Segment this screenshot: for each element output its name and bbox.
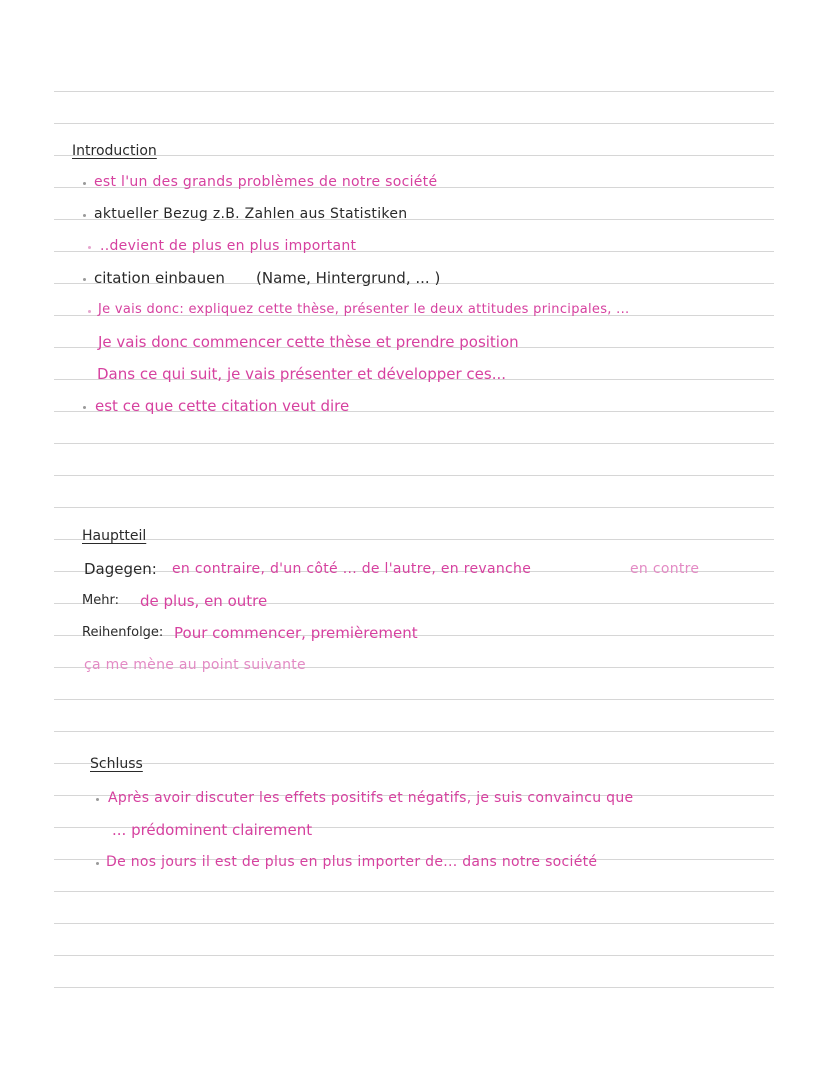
rule-line — [54, 923, 774, 924]
bullet — [88, 310, 91, 313]
dagegen-text: en contraire, d'un côté ... de l'autre, en revanche — [172, 561, 532, 577]
rule-line — [54, 443, 774, 444]
bullet — [83, 182, 86, 185]
bullet — [88, 246, 91, 249]
rule-line — [54, 91, 774, 92]
rule-line — [54, 123, 774, 124]
intro-line-7: Dans ce qui suit, je vais présenter et développer ces... — [97, 365, 506, 383]
intro-line-2: aktueller Bezug z.B. Zahlen aus Statistiken — [94, 206, 408, 222]
rule-line — [54, 955, 774, 956]
intro-line-1: est l'un des grands problèmes de notre société — [94, 174, 438, 190]
mehr-text: de plus, en outre — [140, 592, 268, 610]
intro-line-3: ..devient de plus en plus important — [100, 238, 357, 254]
extra-line: ça me mène au point suivante — [84, 657, 306, 673]
schluss-line-1: Après avoir discuter les effets positifs et négatifs, je suis convaincu que — [108, 790, 634, 806]
schluss-line-3: De nos jours il est de plus en plus importer de... dans notre société — [106, 854, 598, 870]
reihenfolge-text: Pour commencer, premièrement — [174, 624, 418, 642]
intro-line-4-note: (Name, Hintergrund, ... ) — [256, 269, 441, 287]
rule-line — [54, 155, 774, 156]
bullet — [83, 278, 86, 281]
mehr-label: Mehr: — [82, 593, 119, 608]
rule-line — [54, 891, 774, 892]
bullet — [83, 214, 86, 217]
rule-line — [54, 539, 774, 540]
bullet — [96, 798, 99, 801]
bullet — [83, 406, 86, 409]
rule-line — [54, 699, 774, 700]
intro-line-8: est ce que cette citation veut dire — [95, 397, 350, 415]
intro-line-5: Je vais donc: expliquez cette thèse, présenter le deux attitudes principales, ... — [98, 302, 630, 317]
schluss-heading: Schluss — [90, 756, 143, 772]
rule-line — [54, 731, 774, 732]
dagegen-label: Dagegen: — [84, 560, 157, 578]
introduction-heading: Introduction — [72, 143, 157, 159]
rule-line — [54, 987, 774, 988]
rule-line — [54, 507, 774, 508]
hauptteil-heading: Hauptteil — [82, 528, 147, 544]
intro-line-6: Je vais donc commencer cette thèse et prendre position — [98, 333, 519, 351]
rule-line — [54, 763, 774, 764]
bullet — [96, 862, 99, 865]
reihenfolge-label: Reihenfolge: — [82, 625, 164, 640]
dagegen-extra: en contre — [630, 561, 700, 577]
intro-line-4: citation einbauen — [94, 269, 225, 287]
schluss-line-2: ... prédominent clairement — [112, 821, 313, 839]
rule-line — [54, 475, 774, 476]
